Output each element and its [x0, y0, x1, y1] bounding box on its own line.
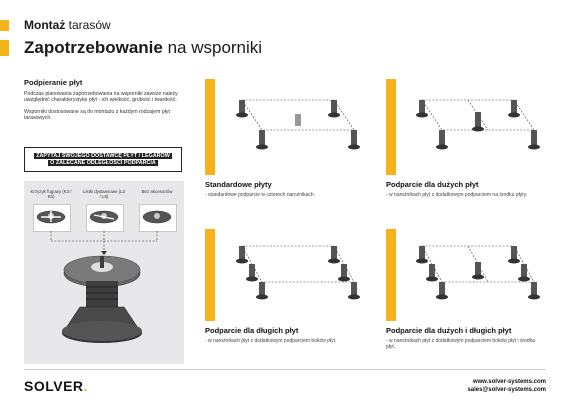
header-accent-bar-2 — [0, 40, 9, 56]
contact-block — [467, 378, 546, 394]
panel-4-title: Podparcie dla dużych i długich płyt — [386, 326, 512, 335]
accessory-label-3: Bez akcesoriów — [141, 189, 173, 194]
accessory-label-1: Krzyżyk fugowy (K3 / K5) — [30, 189, 72, 199]
panel-1-title: Standardowe płyty — [205, 180, 272, 189]
intro-paragraph-1: Podczas planowania zapotrzebowania na wsporniki zawsze należy uwzględnić charakterystykę płyt - ich wielkość, grubość i twardość. — [24, 91, 178, 104]
intro-paragraph-2: Wsporniki dostosowane są do montażu z każdym rodzajem płyt tarasowych. — [24, 108, 170, 122]
pedestal-drawing — [24, 181, 184, 364]
panel-3-diagram — [222, 232, 372, 312]
panel-3-accent — [205, 229, 215, 321]
panel-2-title: Podparcie dla dużych płyt — [386, 180, 479, 189]
ask-line-1: ZAPYTAJ SWOJEGO DOSTAWCĘ PŁYT / LEGARÓW — [36, 152, 170, 159]
intro-heading: Podpieranie płyt — [24, 78, 83, 87]
panel-1-accent — [205, 79, 215, 175]
ask-supplier-box — [24, 147, 182, 172]
panel-2-accent — [386, 79, 396, 175]
panel-1-desc: - standardowe podparcie w czterech narożnikach. — [205, 192, 316, 198]
panel-2-diagram — [402, 82, 552, 162]
header-accent-bar-1 — [0, 20, 9, 31]
page-supertitle: Montaż tarasów — [24, 18, 111, 32]
footer-divider — [24, 369, 546, 370]
solver-logo: SOLVER. — [24, 378, 88, 394]
panel-4-desc: - w narożnikach płyt z dodatkowym podparciem boków płyt i środka płyt. — [386, 338, 535, 351]
panel-2-desc: - w narożnikach płyt z dodatkowym podparciem na środku płyty. — [386, 192, 528, 198]
panel-3-title: Podparcie dla długich płyt — [205, 326, 299, 335]
product-illustration — [24, 181, 184, 364]
email-link[interactable]: sales@solver-systems.com — [467, 387, 546, 393]
panel-4-diagram — [402, 232, 552, 312]
panel-3-desc: - w narożnikach płyt z dodatkowym podparciem boków płyt. — [205, 338, 337, 344]
intro-section — [24, 78, 184, 127]
website-link[interactable]: www.solver-systems.com — [472, 379, 546, 385]
panel-1-diagram — [222, 82, 372, 162]
panel-4-accent — [386, 229, 396, 321]
ask-line-2: O ZALECANE ODLEGŁOŚCI PODPARCIA — [50, 159, 156, 166]
accessory-label-2: Listki dystansowe (L3 / L5) — [83, 189, 125, 199]
page-title: Zapotrzebowanie na wsporniki — [24, 38, 263, 57]
